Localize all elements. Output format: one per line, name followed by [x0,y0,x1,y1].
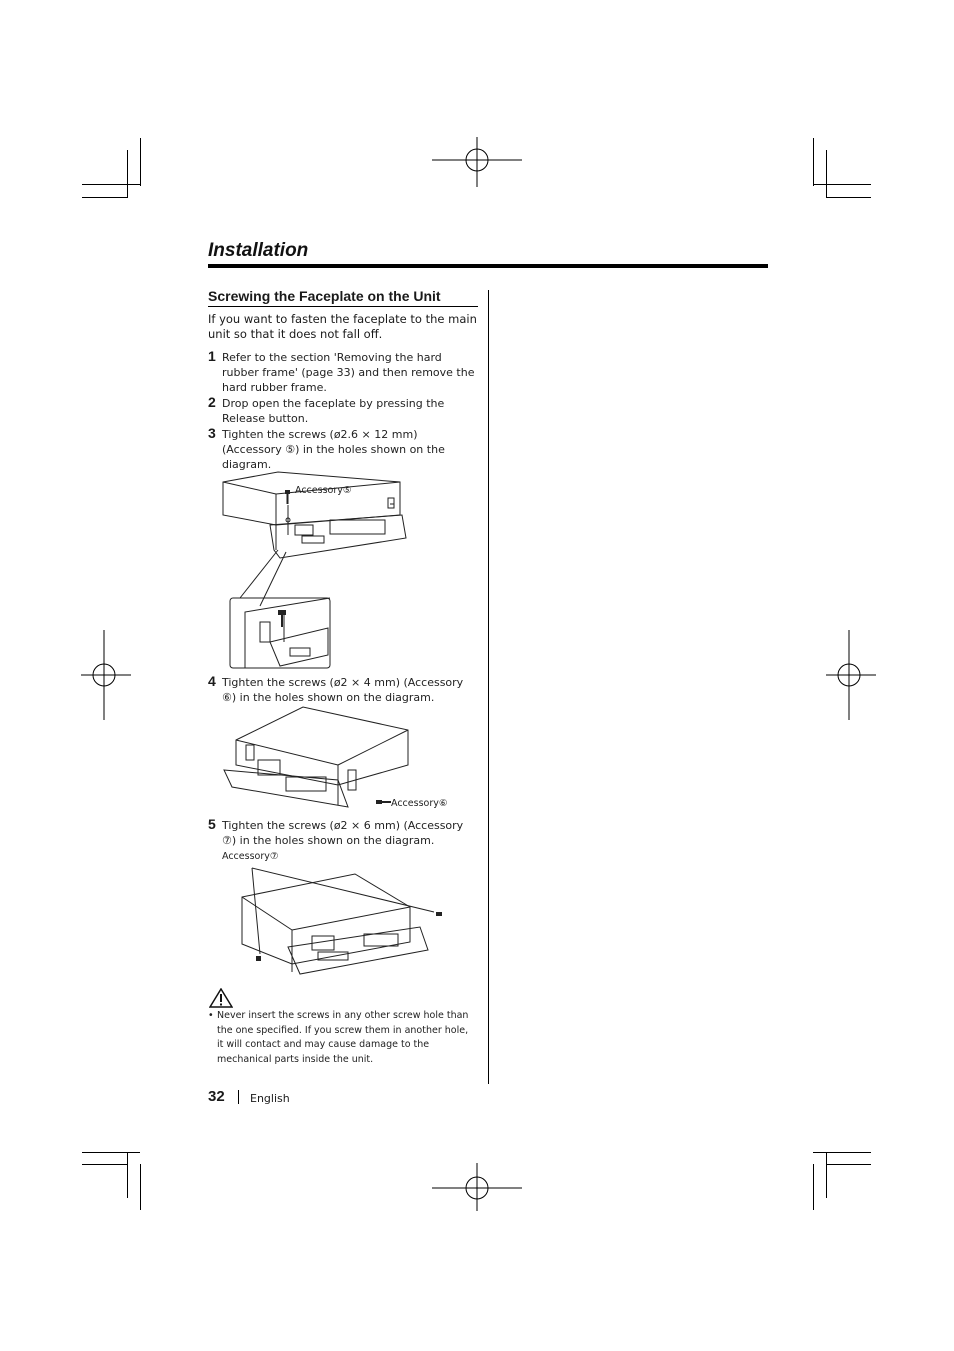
step-number: 2 [208,394,216,410]
column-divider [488,290,489,1084]
registration-mark-left [59,630,149,720]
step-text: Tighten the screws (ø2 × 6 mm) (Accessory ⑦) in the holes shown on the diagram. [222,819,464,847]
bullet: • [208,1010,214,1021]
page-language: English [250,1092,290,1105]
title-rule [208,264,768,268]
figure-accessory-5 [220,470,412,670]
registration-mark-right [804,630,894,720]
step-text: Drop open the faceplate by pressing the Release button. [222,397,445,425]
figure-accessory-7 [230,862,450,980]
page-number: 32 [208,1088,225,1105]
step-text: Refer to the section 'Removing the hard rubber frame' (page 33) and then remove the hard rubber frame. [222,351,475,394]
figure-label-accessory-6: Accessory⑥ [391,798,448,809]
page-title: Installation [208,240,309,261]
step-number: 3 [208,425,216,441]
step-number: 4 [208,673,216,689]
figure-accessory-6 [218,705,413,815]
figure-label-accessory-7: Accessory⑦ [222,851,279,862]
section-heading: Screwing the Faceplate on the Unit [208,288,478,307]
intro-text: If you want to fasten the faceplate to the main unit so that it does not fall off. [208,312,477,341]
step-number: 1 [208,348,216,364]
warning-triangle-icon [209,988,233,1008]
registration-mark-bottom [432,1143,522,1233]
registration-mark-top [432,115,522,205]
step-number: 5 [208,816,216,832]
figure-label-accessory-5: Accessory⑤ [295,485,352,496]
step-text: Tighten the screws (ø2.6 × 12 mm) (Accessory ⑤) in the holes shown on the diagram. [222,428,445,471]
page-number-separator [238,1090,239,1104]
step-text: Tighten the screws (ø2 × 4 mm) (Accessory ⑥) in the holes shown on the diagram. [222,676,464,704]
warning-text: Never insert the screws in any other screw hole than the one specified. If you screw them in another hole, it will contact and may cause damage to the mechanical parts inside the unit. [217,1010,469,1065]
